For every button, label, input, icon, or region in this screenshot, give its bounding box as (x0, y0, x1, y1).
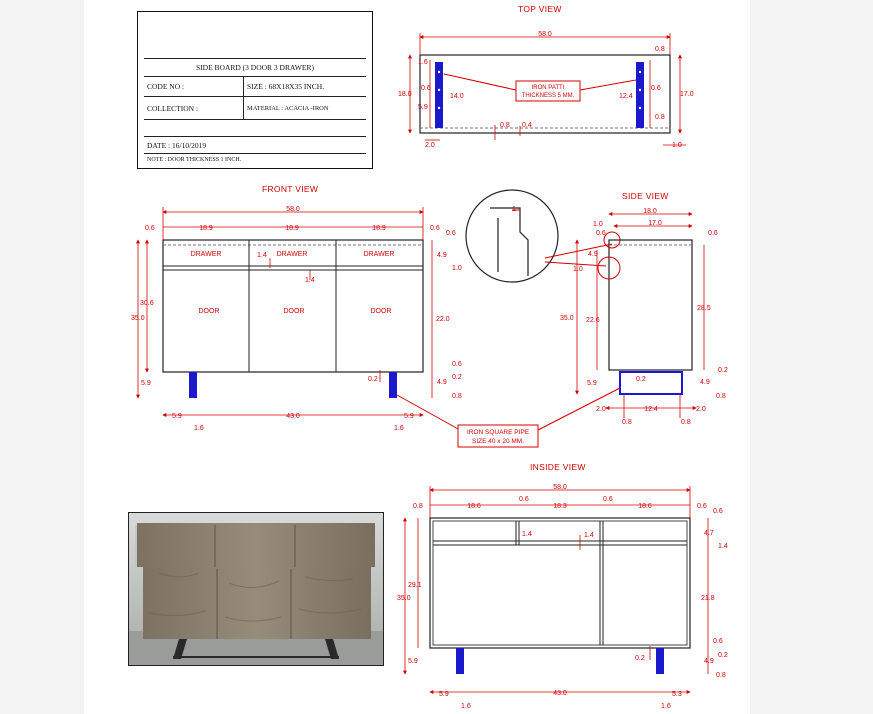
front-dim-22-0: 22.0 (436, 316, 450, 323)
front-dim-0-6b: 0.6 (452, 361, 462, 368)
inside-dim-b5-9: 5.9 (439, 691, 449, 698)
top-note-line2: THICKNESS 5 MM. (521, 93, 575, 99)
front-dim-0-6a: 0.6 (446, 230, 456, 237)
front-leg-right (389, 372, 397, 398)
top-view-title: TOP VIEW (518, 4, 562, 14)
front-dim-4-9b: 4.9 (437, 379, 447, 386)
inside-dim-1-4a: 1.4 (522, 531, 532, 538)
detail-callout (466, 190, 612, 282)
front-dim-b43-0: 43.0 (286, 413, 300, 420)
side-dim-5-9: 5.9 (587, 380, 597, 387)
top-note-leader-right (580, 80, 636, 90)
top-note-line1: IRON PATTI (531, 85, 565, 91)
top-view (398, 31, 694, 149)
side-dim-2-0b: 2.0 (696, 406, 706, 413)
top-dim-0-8b: 0.8 (655, 114, 665, 121)
inside-dim-4-9: 4.9 (704, 658, 714, 665)
top-dim-0-6: 0.6 (421, 85, 431, 92)
front-dim-30-6: 30.6 (140, 300, 154, 307)
side-dim-0-2b: 0.2 (718, 367, 728, 374)
front-dim-0-6l: 0.6 (145, 225, 155, 232)
front-dim-1-4a: 1.4 (257, 252, 267, 259)
side-dim-22-6: 22.6 (586, 317, 600, 324)
detail-dim-1: 1 (512, 206, 516, 213)
top-dim-0-8a: 0.8 (655, 46, 665, 53)
size: SIZE : 68X18X35 INCH. (243, 76, 366, 96)
top-dim-1-0: 1.0 (672, 142, 682, 149)
top-dim-0-4: 0.4 (522, 122, 532, 129)
side-view-title: SIDE VIEW (622, 191, 669, 201)
inside-dim-w2: 18.3 (553, 503, 567, 510)
inside-dim-35-0: 35.0 (397, 595, 411, 602)
inside-dim-0-2b: 0.2 (718, 652, 728, 659)
top-dim-1-6: 1.6 (418, 59, 428, 66)
side-view (560, 208, 728, 426)
top-dim-0-8c: 0.8 (500, 122, 510, 129)
inside-dim-0-6c: 0.6 (713, 508, 723, 515)
top-dim-right-depth: 17.0 (680, 91, 694, 98)
front-dim-0-2b: 0.2 (452, 374, 462, 381)
front-dim-5-9: 5.9 (141, 380, 151, 387)
front-dim-35-0: 35.0 (131, 315, 145, 322)
date: DATE : 16/10/2019 (147, 140, 207, 150)
inside-dim-1-4b: 1.4 (584, 532, 594, 539)
front-note-line1: IRON SQUARE PIPE (466, 429, 530, 436)
side-dim-28-5: 28.5 (697, 305, 711, 312)
front-view-outline (163, 240, 423, 372)
top-note-leader-left (444, 74, 516, 90)
inside-leg-right (656, 648, 664, 674)
inside-view (397, 484, 728, 710)
side-leg-frame (620, 372, 682, 394)
front-dim-b5-9l: 5.9 (172, 413, 182, 420)
inside-dim-21-8: 21.8 (701, 595, 715, 602)
front-door-3: DOOR (370, 308, 392, 315)
top-dim-overall: 58.0 (538, 31, 552, 38)
inside-dim-0-8l: 0.8 (413, 503, 423, 510)
front-drawer-3: DRAWER (363, 251, 395, 258)
front-dim-4-9a: 4.9 (437, 252, 447, 259)
inside-dim-0-6d: 0.6 (713, 638, 723, 645)
inside-leg-left (456, 648, 464, 674)
front-dim-w2: 18.9 (285, 225, 299, 232)
front-note-line2: SIZE 40 x 20 MM. (471, 438, 525, 445)
item-name: SIDE BOARD (3 DOOR 3 DRAWER) (196, 63, 314, 72)
top-dim-5-9: 5.9 (418, 104, 428, 111)
side-dim-0-2a: 0.2 (636, 376, 646, 383)
side-dim-1-0b: 1.0 (573, 266, 583, 273)
side-dim-0-8b: 0.8 (622, 419, 632, 426)
front-drawer-1: DRAWER (190, 251, 222, 258)
top-dim-0-6b: 0.6 (651, 85, 661, 92)
inside-view-outline (430, 518, 690, 648)
inside-dim-29-1: 29.1 (408, 582, 422, 589)
side-dim-1-0a: 1.0 (593, 221, 603, 228)
note: NOTE : DOOR THICKNESS 1 INCH. (147, 157, 242, 163)
side-dim-18-0: 18.0 (643, 208, 657, 215)
side-dim-0-6b: 0.6 (708, 230, 718, 237)
front-dim-0-2a: 0.2 (368, 376, 378, 383)
front-dim-b1-6r: 1.6 (394, 425, 404, 432)
side-dim-35-0: 35.0 (560, 315, 574, 322)
side-dim-0-8c: 0.8 (681, 419, 691, 426)
inside-dim-4-7: 4.7 (704, 530, 714, 537)
front-dim-1-0: 1.0 (452, 265, 462, 272)
code-no: CODE NO : (147, 81, 185, 91)
front-leg-left (189, 372, 197, 398)
top-dim-2-0: 2.0 (425, 142, 435, 149)
side-view-outline (609, 240, 692, 370)
inside-dim-0-6b: 0.6 (603, 496, 613, 503)
inside-dim-b5-3: 5.3 (672, 691, 682, 698)
inside-dim-b1-6l: 1.6 (461, 703, 471, 710)
inside-dim-0-6r: 0.6 (697, 503, 707, 510)
inside-dim-0-8: 0.8 (716, 672, 726, 679)
front-dim-overall: 58.0 (286, 206, 300, 213)
inside-dim-0-6a: 0.6 (519, 496, 529, 503)
front-dim-b5-9r: 5.9 (404, 413, 414, 420)
inside-dim-w3: 18.6 (638, 503, 652, 510)
collection: COLLECTION : (147, 103, 199, 113)
side-dim-12-4: 12.4 (644, 406, 658, 413)
top-dim-12-4: 12.4 (619, 93, 633, 100)
side-dim-4-9a: 4.9 (588, 251, 598, 258)
inside-dim-overall: 58.0 (553, 484, 567, 491)
side-dim-2-0a: 2.0 (596, 406, 606, 413)
front-dim-0-6r: 0.6 (430, 225, 440, 232)
front-drawer-2: DRAWER (276, 251, 308, 258)
top-dim-left-depth: 18.0 (398, 91, 412, 98)
side-dim-17-0: 17.0 (648, 220, 662, 227)
front-dim-b1-6l: 1.6 (194, 425, 204, 432)
inside-dim-b1-6r: 1.6 (661, 703, 671, 710)
material: MATERIAL : ACACIA -IRON (243, 97, 366, 119)
front-dim-1-4b: 1.4 (305, 277, 315, 284)
inside-dim-5-9: 5.9 (408, 658, 418, 665)
inside-dim-b43-0: 43.0 (553, 690, 567, 697)
inside-dim-w1: 18.6 (467, 503, 481, 510)
side-dim-0-8a: 0.8 (716, 393, 726, 400)
front-view-title: FRONT VIEW (262, 184, 319, 194)
side-dim-4-9b: 4.9 (700, 379, 710, 386)
front-dim-w1: 18.9 (199, 225, 213, 232)
top-dim-14-0: 14.0 (450, 93, 464, 100)
inside-view-title: INSIDE VIEW (530, 462, 586, 472)
front-door-1: DOOR (198, 308, 220, 315)
front-dim-0-8: 0.8 (452, 393, 462, 400)
inside-dim-0-2a: 0.2 (635, 655, 645, 662)
front-door-2: DOOR (283, 308, 305, 315)
inside-dim-1-4c: 1.4 (718, 543, 728, 550)
side-dim-0-6a: 0.6 (596, 230, 606, 237)
front-dim-w3: 18.9 (372, 225, 386, 232)
